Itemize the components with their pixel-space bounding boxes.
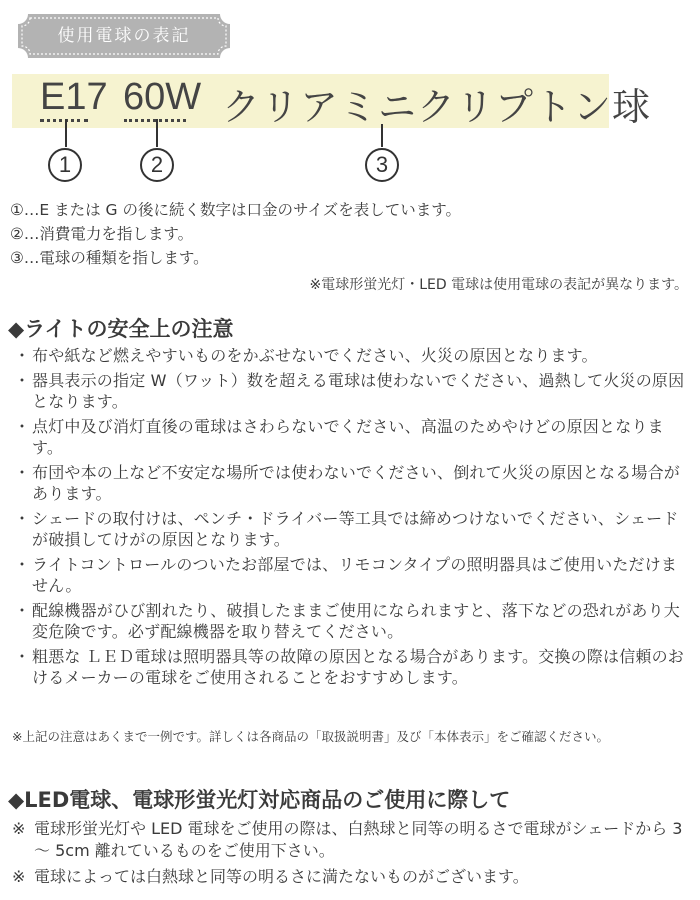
safety-footnote: ※上記の注意はあくまで一例です。詳しくは各商品の「取扱説明書」及び「本体表示」をご確認ください。: [12, 729, 609, 744]
list-item-text: 配線機器がひび割れたり、破損したままご使用になられますと、落下などの恐れがあり大変危険です。必ず配線機器を取り替えてください。: [32, 600, 681, 641]
led-note-text: 電球によっては白熱球と同等の明るさに満たないものがございます。: [34, 867, 529, 886]
underline-base: [40, 119, 88, 122]
bullet: ・: [14, 370, 31, 390]
bullet: ・: [14, 508, 31, 528]
list-item: [10, 462, 690, 505]
bullet: ・: [14, 346, 31, 365]
explanation-1: ①…E または G の後に続く数字は口金のサイズを表しています。: [10, 201, 462, 219]
note-mark: ※: [12, 819, 26, 838]
list-item-text: 粗悪な ＬＥＤ電球は照明器具等の故障の原因となる場合があります。交換の際は信頼のおけるメーカーの電球をご使用されることをおすすめします。: [32, 646, 685, 687]
safety-heading: ◆ライトの安全上の注意: [8, 317, 234, 341]
note-mark: ※: [12, 867, 26, 886]
explanation-3: ③…電球の種類を指します。: [10, 249, 209, 267]
section-label-plaque: [18, 14, 230, 58]
bullet: ・: [14, 600, 31, 620]
list-item: [10, 508, 690, 551]
connector-2: [156, 119, 158, 147]
bullet: ・: [14, 416, 31, 436]
bullet: ・: [14, 646, 31, 666]
marker-2: 2: [140, 148, 174, 182]
list-item: [10, 646, 690, 689]
list-item-text: 布団や本の上など不安定な場所では使わないでください、倒れて火災の原因となる場合があります。: [32, 462, 681, 503]
list-item: [10, 370, 690, 413]
notation-bulb-type: クリアミニクリプトン球: [222, 87, 652, 129]
connector-1: [65, 119, 67, 147]
led-notes: [12, 818, 692, 888]
notation-base: E17: [40, 76, 108, 118]
bullet: ・: [14, 462, 31, 482]
safety-list: [10, 345, 690, 692]
explanation-2: ②…消費電力を指します。: [10, 225, 194, 243]
plaque-title: 使用電球の表記: [57, 26, 191, 46]
list-item-text: シェードの取付けは、ペンチ・ドライバー等工具では締めつけないでください、シェードが破損してけがの原因となります。: [32, 508, 679, 549]
led-note-text: 電球形蛍光灯や LED 電球をご使用の際は、白熱球と同等の明るさで電球がシェードから 3 ～ 5cm 離れているものをご使用下さい。: [34, 819, 683, 860]
explanation-note: ※電球形蛍光灯・LED 電球は使用電球の表記が異なります。: [309, 277, 688, 293]
notation-watt: 60W: [123, 76, 202, 118]
connector-3: [381, 124, 383, 147]
list-item: [10, 416, 690, 459]
bullet: ・: [14, 554, 31, 574]
marker-1: 1: [48, 148, 82, 182]
list-item: [10, 600, 690, 643]
list-item-text: 器具表示の指定 W（ワット）数を超える電球は使わないでください、過熱して火災の原因となります。: [32, 370, 685, 411]
list-item-text: 点灯中及び消灯直後の電球はさわらないでください、高温のためやけどの原因となります。: [32, 416, 664, 457]
led-heading: ◆LED電球、電球形蛍光灯対応商品のご使用に際して: [8, 788, 511, 812]
led-note: [12, 866, 692, 888]
list-item-text: 布や紙など燃えやすいものをかぶせないでください、火災の原因となります。: [32, 346, 598, 365]
list-item: [10, 554, 690, 597]
list-item-text: ライトコントロールのついたお部屋では、リモコンタイプの照明器具はご使用いただけません。: [32, 554, 678, 595]
list-item: [10, 345, 690, 367]
marker-3: 3: [365, 148, 399, 182]
led-note: [12, 818, 692, 861]
underline-watt: [124, 119, 186, 122]
